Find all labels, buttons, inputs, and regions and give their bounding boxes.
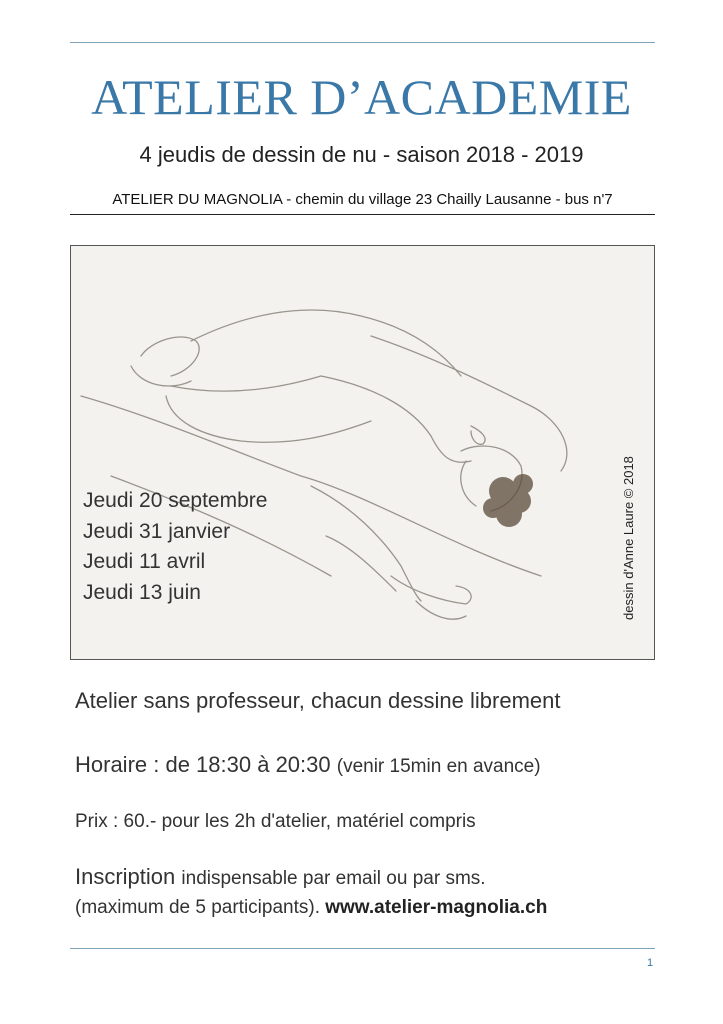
schedule-label: Horaire : de 18:30 à 20:30 bbox=[75, 752, 331, 777]
subtitle: 4 jeudis de dessin de nu - saison 2018 - 2019 bbox=[139, 142, 584, 167]
registration-line bbox=[75, 864, 486, 890]
drawing-credit bbox=[621, 432, 645, 644]
date-item: Jeudi 31 janvier bbox=[83, 519, 231, 543]
address-line: ATELIER DU MAGNOLIA - chemin du village 23 Chailly Lausanne - bus n'7 bbox=[70, 191, 655, 215]
price-line: Prix : 60.- pour les 2h d'atelier, matériel compris bbox=[75, 811, 476, 832]
page-title: ATELIER D’ACADEMIE bbox=[91, 69, 632, 125]
date-item: Jeudi 11 avril bbox=[83, 550, 206, 573]
schedule-note: (venir 15min en avance) bbox=[336, 756, 541, 777]
drawing-credit-text: dessin d'Anne Laure © 2018 bbox=[621, 456, 636, 620]
participants-limit: (maximum de 5 participants). bbox=[75, 897, 320, 918]
bottom-rule bbox=[70, 948, 655, 949]
participants-line bbox=[75, 897, 547, 919]
session-dates bbox=[83, 486, 267, 608]
registration-label: Inscription bbox=[75, 864, 176, 889]
nude-drawing-image bbox=[70, 245, 655, 660]
date-item: Jeudi 20 septembre bbox=[83, 489, 268, 512]
date-item: Jeudi 13 juin bbox=[83, 580, 201, 604]
top-rule bbox=[70, 42, 655, 43]
registration-text: indispensable par email ou par sms. bbox=[181, 868, 486, 889]
website-link[interactable]: www.atelier-magnolia.ch bbox=[325, 897, 548, 918]
description-line: Atelier sans professeur, chacun dessine librement bbox=[75, 688, 561, 713]
schedule-line bbox=[75, 752, 541, 778]
page-number: 1 bbox=[647, 957, 654, 969]
